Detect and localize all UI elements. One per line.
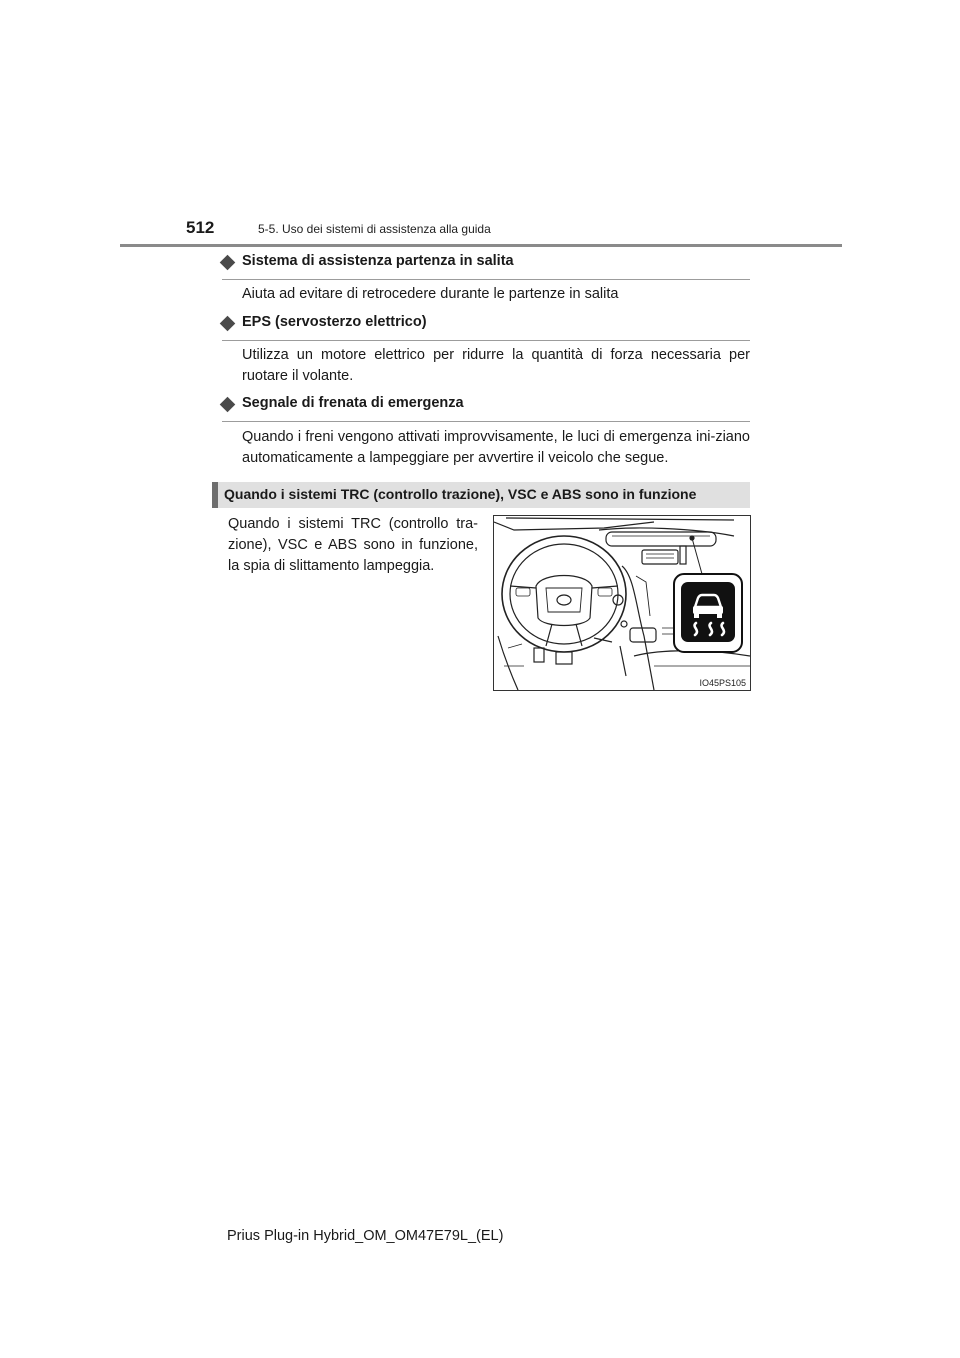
slip-indicator-icon <box>673 573 743 653</box>
section-title: 5-5. Uso dei sistemi di assistenza alla guida <box>258 222 491 236</box>
page-number: 512 <box>186 218 215 237</box>
diamond-bullet-icon <box>220 316 236 332</box>
footer-document-id: Prius Plug-in Hybrid_OM_OM47E79L_(EL) <box>227 1228 504 1244</box>
figure-code: IO45PS105 <box>699 678 746 688</box>
diamond-bullet-icon <box>220 397 236 413</box>
paragraph-eps: Utilizza un motore elettrico per ridurre la quantità di forza necessaria per ruotare il volante. <box>242 347 750 384</box>
subheading-eps <box>222 316 750 341</box>
subheading-emergency-brake-signal <box>222 397 750 422</box>
paragraph-emergency-brake-signal: Quando i freni vengono attivati improvvisamente, le luci di emergenza ini-ziano automaticamente a lampeggiare per avvertire il veicolo che segue. <box>242 429 750 466</box>
operation-heading <box>212 482 750 508</box>
diamond-bullet-icon <box>220 255 236 271</box>
subheading-hill-start <box>222 255 750 280</box>
header-rule <box>120 244 842 247</box>
paragraph-hill-start: Aiuta ad evitare di retrocedere durante le partenze in salita <box>242 286 619 302</box>
dashboard-illustration <box>493 515 751 691</box>
operation-heading-title: Quando i sistemi TRC (controllo trazione), VSC e ABS sono in funzione <box>224 486 697 502</box>
paragraph-slip-indicator: Quando i sistemi TRC (controllo tra-zione), VSC e ABS sono in funzione, la spia di slittamento lampeggia. <box>228 516 478 574</box>
subheading-title: Sistema di assistenza partenza in salita <box>242 253 514 269</box>
subheading-title: Segnale di frenata di emergenza <box>242 395 464 411</box>
heading-accent <box>212 482 218 508</box>
subheading-title: EPS (servosterzo elettrico) <box>242 314 427 330</box>
